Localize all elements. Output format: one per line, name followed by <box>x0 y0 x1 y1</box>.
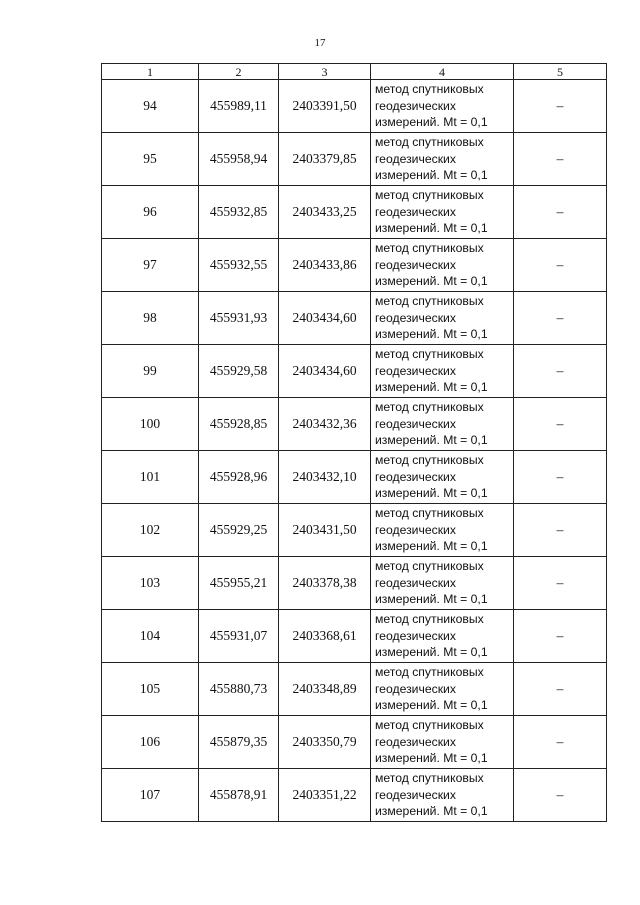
column-header-4: 4 <box>371 64 514 80</box>
column-5-cell: – <box>514 451 607 504</box>
method-line: измерений. Mt = 0,1 <box>375 751 488 766</box>
method-line: измерений. Mt = 0,1 <box>375 539 488 554</box>
y-coordinate-cell: 2403351,22 <box>279 769 371 822</box>
column-5-cell: – <box>514 769 607 822</box>
column-5-cell: – <box>514 398 607 451</box>
method-line: геодезических <box>375 257 456 272</box>
method-line: геодезических <box>375 787 456 802</box>
x-coordinate-cell: 455880,73 <box>199 663 279 716</box>
method-line: измерений. Mt = 0,1 <box>375 115 488 130</box>
column-header-5: 5 <box>514 64 607 80</box>
method-line: геодезических <box>375 628 456 643</box>
method-line: метод спутниковых <box>375 347 484 362</box>
method-line: измерений. Mt = 0,1 <box>375 698 488 713</box>
x-coordinate-cell: 455878,91 <box>199 769 279 822</box>
point-number-cell: 104 <box>102 610 199 663</box>
method-line: измерений. Mt = 0,1 <box>375 274 488 289</box>
method-line: метод спутниковых <box>375 135 484 150</box>
method-line: метод спутниковых <box>375 665 484 680</box>
method-line: геодезических <box>375 522 456 537</box>
table-row <box>102 451 607 504</box>
method-line: геодезических <box>375 416 456 431</box>
column-5-cell: – <box>514 504 607 557</box>
y-coordinate-cell: 2403432,10 <box>279 451 371 504</box>
table-row <box>102 716 607 769</box>
x-coordinate-cell: 455958,94 <box>199 133 279 186</box>
method-line: метод спутниковых <box>375 400 484 415</box>
method-cell <box>371 292 514 345</box>
method-line: измерений. Mt = 0,1 <box>375 592 488 607</box>
point-number-cell: 96 <box>102 186 199 239</box>
table-row <box>102 239 607 292</box>
column-5-cell: – <box>514 345 607 398</box>
method-cell <box>371 769 514 822</box>
point-number-cell: 94 <box>102 80 199 133</box>
y-coordinate-cell: 2403391,50 <box>279 80 371 133</box>
y-coordinate-cell: 2403368,61 <box>279 610 371 663</box>
method-line: метод спутниковых <box>375 188 484 203</box>
x-coordinate-cell: 455928,96 <box>199 451 279 504</box>
point-number-cell: 102 <box>102 504 199 557</box>
point-number-cell: 103 <box>102 557 199 610</box>
x-coordinate-cell: 455931,93 <box>199 292 279 345</box>
table-row <box>102 557 607 610</box>
y-coordinate-cell: 2403434,60 <box>279 292 371 345</box>
method-cell <box>371 557 514 610</box>
method-cell <box>371 451 514 504</box>
method-line: геодезических <box>375 469 456 484</box>
y-coordinate-cell: 2403378,38 <box>279 557 371 610</box>
point-number-cell: 98 <box>102 292 199 345</box>
point-number-cell: 105 <box>102 663 199 716</box>
method-line: измерений. Mt = 0,1 <box>375 221 488 236</box>
method-line: измерений. Mt = 0,1 <box>375 168 488 183</box>
y-coordinate-cell: 2403350,79 <box>279 716 371 769</box>
x-coordinate-cell: 455932,55 <box>199 239 279 292</box>
method-line: метод спутниковых <box>375 506 484 521</box>
method-cell <box>371 610 514 663</box>
y-coordinate-cell: 2403348,89 <box>279 663 371 716</box>
point-number-cell: 101 <box>102 451 199 504</box>
method-line: измерений. Mt = 0,1 <box>375 327 488 342</box>
point-number-cell: 95 <box>102 133 199 186</box>
method-line: измерений. Mt = 0,1 <box>375 645 488 660</box>
table-row <box>102 80 607 133</box>
method-line: геодезических <box>375 98 456 113</box>
method-line: геодезических <box>375 310 456 325</box>
x-coordinate-cell: 455929,58 <box>199 345 279 398</box>
method-cell <box>371 80 514 133</box>
x-coordinate-cell: 455955,21 <box>199 557 279 610</box>
column-header-3: 3 <box>279 64 371 80</box>
method-line: метод спутниковых <box>375 453 484 468</box>
y-coordinate-cell: 2403432,36 <box>279 398 371 451</box>
y-coordinate-cell: 2403433,25 <box>279 186 371 239</box>
table-row <box>102 663 607 716</box>
x-coordinate-cell: 455932,85 <box>199 186 279 239</box>
column-5-cell: – <box>514 133 607 186</box>
page-number: 17 <box>314 37 326 49</box>
table-row <box>102 610 607 663</box>
point-number-cell: 107 <box>102 769 199 822</box>
coordinates-table <box>101 63 607 822</box>
table-row <box>102 345 607 398</box>
method-line: метод спутниковых <box>375 771 484 786</box>
column-5-cell: – <box>514 716 607 769</box>
method-cell <box>371 504 514 557</box>
x-coordinate-cell: 455989,11 <box>199 80 279 133</box>
point-number-cell: 97 <box>102 239 199 292</box>
method-line: метод спутниковых <box>375 612 484 627</box>
point-number-cell: 100 <box>102 398 199 451</box>
method-line: метод спутниковых <box>375 559 484 574</box>
method-line: метод спутниковых <box>375 241 484 256</box>
column-5-cell: – <box>514 292 607 345</box>
point-number-cell: 106 <box>102 716 199 769</box>
method-line: геодезических <box>375 151 456 166</box>
table-header-row <box>102 64 607 80</box>
y-coordinate-cell: 2403433,86 <box>279 239 371 292</box>
column-5-cell: – <box>514 239 607 292</box>
column-5-cell: – <box>514 663 607 716</box>
table-row <box>102 292 607 345</box>
column-5-cell: – <box>514 186 607 239</box>
x-coordinate-cell: 455879,35 <box>199 716 279 769</box>
table-row <box>102 398 607 451</box>
method-cell <box>371 663 514 716</box>
method-line: геодезических <box>375 363 456 378</box>
column-5-cell: – <box>514 557 607 610</box>
column-header-2: 2 <box>199 64 279 80</box>
method-line: геодезических <box>375 575 456 590</box>
method-cell <box>371 186 514 239</box>
table-row <box>102 186 607 239</box>
column-5-cell: – <box>514 610 607 663</box>
method-line: геодезических <box>375 204 456 219</box>
method-line: измерений. Mt = 0,1 <box>375 380 488 395</box>
method-line: геодезических <box>375 734 456 749</box>
x-coordinate-cell: 455931,07 <box>199 610 279 663</box>
point-number-cell: 99 <box>102 345 199 398</box>
y-coordinate-cell: 2403431,50 <box>279 504 371 557</box>
method-cell <box>371 239 514 292</box>
method-line: измерений. Mt = 0,1 <box>375 804 488 819</box>
y-coordinate-cell: 2403434,60 <box>279 345 371 398</box>
method-line: геодезических <box>375 681 456 696</box>
x-coordinate-cell: 455929,25 <box>199 504 279 557</box>
column-5-cell: – <box>514 80 607 133</box>
method-line: метод спутниковых <box>375 294 484 309</box>
y-coordinate-cell: 2403379,85 <box>279 133 371 186</box>
method-line: метод спутниковых <box>375 718 484 733</box>
method-line: измерений. Mt = 0,1 <box>375 433 488 448</box>
method-line: метод спутниковых <box>375 82 484 97</box>
x-coordinate-cell: 455928,85 <box>199 398 279 451</box>
method-cell <box>371 345 514 398</box>
table-body <box>102 64 607 822</box>
method-cell <box>371 133 514 186</box>
method-line: измерений. Mt = 0,1 <box>375 486 488 501</box>
table-row <box>102 769 607 822</box>
method-cell <box>371 716 514 769</box>
table-row <box>102 504 607 557</box>
column-header-1: 1 <box>102 64 199 80</box>
method-cell <box>371 398 514 451</box>
table-row <box>102 133 607 186</box>
